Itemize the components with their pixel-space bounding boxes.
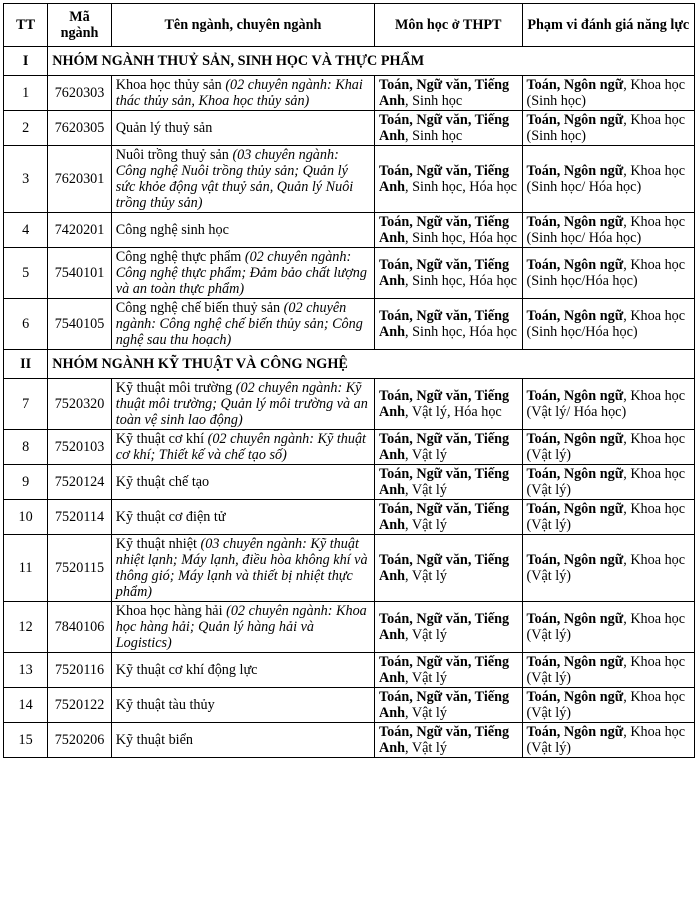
majors-table [3,3,695,758]
row-tt: 11 [4,535,48,602]
assessment-core: Toán, Ngôn ngữ [526,501,624,517]
assessment-core: Toán, Ngôn ngữ [526,163,624,179]
group-name: NHÓM NGÀNH THUỶ SẢN, SINH HỌC VÀ THỰC PHẨM [48,47,695,76]
subjects-extra: , Vật lý [405,740,447,756]
group-roman: I [4,47,48,76]
subjects-core: Toán, Ngữ văn, Tiếng Anh [379,654,510,686]
major-note: (02 chuyên ngành: Khai thác thủy sản, Khoa học thủy sản) [115,77,363,109]
table-row [4,535,695,602]
assessment-extra: , Khoa học (Sinh học/ Hóa học) [526,163,686,195]
row-pham-vi [522,111,694,146]
table-row [4,76,695,111]
row-mon-hoc [375,602,523,653]
major-name: Kỹ thuật môi trường [115,380,233,396]
row-tt: 12 [4,602,48,653]
row-ma-nganh: 7520114 [48,500,112,535]
assessment-extra: , Khoa học (Sinh học/Hóa học) [526,257,686,289]
table-row [4,653,695,688]
row-ten-nganh [111,500,374,535]
row-pham-vi [522,379,694,430]
row-ma-nganh: 7520116 [48,653,112,688]
table-row [4,248,695,299]
assessment-core: Toán, Ngôn ngữ [526,112,624,128]
table-row [4,213,695,248]
subjects-core: Toán, Ngữ văn, Tiếng Anh [379,611,510,643]
header-tt: TT [4,4,48,47]
row-mon-hoc [375,723,523,758]
table-row [4,723,695,758]
subjects-core: Toán, Ngữ văn, Tiếng Anh [379,257,510,289]
assessment-core: Toán, Ngôn ngữ [526,431,624,447]
row-ten-nganh [111,379,374,430]
subjects-core: Toán, Ngữ văn, Tiếng Anh [379,388,510,420]
table-row [4,299,695,350]
table-row [4,430,695,465]
subjects-extra: , Vật lý [405,482,447,498]
subjects-extra: , Vật lý [405,705,447,721]
row-pham-vi [522,535,694,602]
major-name: Kỹ thuật cơ điện tử [115,509,226,525]
row-ten-nganh [111,430,374,465]
major-note: (02 chuyên ngành: Khoa học hàng hải; Quản lý hàng hải và Logistics) [115,603,367,651]
row-mon-hoc [375,248,523,299]
row-pham-vi [522,500,694,535]
subjects-extra: , Vật lý [405,568,447,584]
row-pham-vi [522,213,694,248]
assessment-core: Toán, Ngôn ngữ [526,654,624,670]
row-tt: 8 [4,430,48,465]
assessment-extra: , Khoa học (Vật lý) [526,501,686,533]
row-mon-hoc [375,299,523,350]
row-pham-vi [522,723,694,758]
assessment-core: Toán, Ngôn ngữ [526,77,624,93]
row-mon-hoc [375,688,523,723]
group-row [4,350,695,379]
major-name: Quản lý thuỷ sản [115,120,213,136]
subjects-extra: , Sinh học, Hóa học [405,273,517,289]
major-name: Khoa học hàng hải [115,603,223,619]
subjects-extra: , Vật lý [405,447,447,463]
row-ma-nganh: 7620305 [48,111,112,146]
row-ma-nganh: 7540105 [48,299,112,350]
row-tt: 15 [4,723,48,758]
table-row [4,500,695,535]
major-name: Nuôi trồng thuỷ sản [115,147,229,163]
assessment-core: Toán, Ngôn ngữ [526,611,624,627]
assessment-extra: , Khoa học (Vật lý) [526,552,686,584]
row-ma-nganh: 7520320 [48,379,112,430]
subjects-core: Toán, Ngữ văn, Tiếng Anh [379,431,510,463]
group-row [4,47,695,76]
row-pham-vi [522,76,694,111]
row-pham-vi [522,146,694,213]
subjects-core: Toán, Ngữ văn, Tiếng Anh [379,112,510,144]
row-pham-vi [522,653,694,688]
assessment-extra: , Khoa học (Vật lý/ Hóa học) [526,388,686,420]
row-tt: 5 [4,248,48,299]
row-mon-hoc [375,500,523,535]
row-mon-hoc [375,146,523,213]
row-ten-nganh [111,535,374,602]
row-mon-hoc [375,430,523,465]
subjects-core: Toán, Ngữ văn, Tiếng Anh [379,689,510,721]
subjects-core: Toán, Ngữ văn, Tiếng Anh [379,552,510,584]
assessment-extra: , Khoa học (Sinh học/ Hóa học) [526,214,686,246]
assessment-extra: , Khoa học (Sinh học/Hóa học) [526,308,686,340]
row-pham-vi [522,688,694,723]
row-mon-hoc [375,76,523,111]
row-ma-nganh: 7420201 [48,213,112,248]
table-row [4,688,695,723]
subjects-extra: , Sinh học, Hóa học [405,230,517,246]
major-note: (02 chuyên ngành: Công nghệ chế biến thủy sản; Công nghệ sau thu hoạch) [115,300,363,348]
subjects-core: Toán, Ngữ văn, Tiếng Anh [379,466,510,498]
row-ten-nganh [111,465,374,500]
subjects-core: Toán, Ngữ văn, Tiếng Anh [379,214,510,246]
assessment-extra: , Khoa học (Vật lý) [526,431,686,463]
row-pham-vi [522,465,694,500]
major-name: Kỹ thuật nhiệt [115,536,197,552]
subjects-extra: , Sinh học [405,93,463,109]
row-ma-nganh: 7620301 [48,146,112,213]
subjects-extra: , Vật lý [405,670,447,686]
row-ma-nganh: 7840106 [48,602,112,653]
assessment-extra: , Khoa học (Sinh học) [526,77,686,109]
table-row [4,379,695,430]
row-tt: 6 [4,299,48,350]
table-row [4,146,695,213]
row-tt: 1 [4,76,48,111]
row-ten-nganh [111,602,374,653]
assessment-extra: , Khoa học (Vật lý) [526,611,686,643]
row-ten-nganh [111,723,374,758]
assessment-core: Toán, Ngôn ngữ [526,257,624,273]
major-note: (02 chuyên ngành: Kỹ thuật cơ khí; Thiết kế và chế tạo số) [115,431,366,463]
major-note: (03 chuyên ngành: Kỹ thuật nhiệt lạnh; Máy lạnh, điều hòa không khí và thông gió; Máy lạnh và thiết bị nhiệt thực phẩm) [115,536,368,600]
table-body [4,47,695,758]
assessment-extra: , Khoa học (Vật lý) [526,724,686,756]
row-ten-nganh [111,248,374,299]
row-ten-nganh [111,213,374,248]
row-ma-nganh: 7540101 [48,248,112,299]
major-note: (03 chuyên ngành: Công nghệ Nuôi trồng thủy sản; Quản lý sức khỏe động vật thuỷ sản, Quản lý Nuôi trồng thủy sản) [115,147,354,211]
header-ma-nganh: Mã ngành [48,4,112,47]
row-tt: 14 [4,688,48,723]
major-name: Kỹ thuật cơ khí [115,431,205,447]
table-row [4,111,695,146]
major-name: Kỹ thuật cơ khí động lực [115,662,258,678]
row-tt: 2 [4,111,48,146]
row-mon-hoc [375,535,523,602]
assessment-core: Toán, Ngôn ngữ [526,388,624,404]
major-name: Công nghệ sinh học [115,222,229,238]
row-ma-nganh: 7620303 [48,76,112,111]
row-ten-nganh [111,76,374,111]
major-note: (02 chuyên ngành: Kỹ thuật môi trường; Quản lý môi trường và an toàn vệ sinh lao động) [115,380,368,428]
assessment-extra: , Khoa học (Vật lý) [526,466,686,498]
subjects-extra: , Sinh học [405,128,463,144]
assessment-extra: , Khoa học (Vật lý) [526,654,686,686]
major-name: Kỹ thuật biển [115,732,194,748]
assessment-core: Toán, Ngôn ngữ [526,552,624,568]
row-mon-hoc [375,379,523,430]
subjects-core: Toán, Ngữ văn, Tiếng Anh [379,77,510,109]
major-name: Công nghệ chế biến thuỷ sản [115,300,281,316]
row-mon-hoc [375,213,523,248]
major-name: Kỹ thuật tàu thủy [115,697,215,713]
assessment-core: Toán, Ngôn ngữ [526,689,624,705]
subjects-core: Toán, Ngữ văn, Tiếng Anh [379,163,510,195]
major-name: Khoa học thủy sản [115,77,222,93]
row-ma-nganh: 7520115 [48,535,112,602]
row-ma-nganh: 7520206 [48,723,112,758]
major-name: Công nghệ thực phẩm [115,249,242,265]
assessment-extra: , Khoa học (Vật lý) [526,689,686,721]
row-ma-nganh: 7520122 [48,688,112,723]
row-pham-vi [522,430,694,465]
row-ten-nganh [111,688,374,723]
subjects-core: Toán, Ngữ văn, Tiếng Anh [379,501,510,533]
assessment-core: Toán, Ngôn ngữ [526,308,624,324]
row-pham-vi [522,299,694,350]
row-tt: 9 [4,465,48,500]
table-header-row [4,4,695,47]
assessment-core: Toán, Ngôn ngữ [526,724,624,740]
row-ten-nganh [111,146,374,213]
subjects-extra: , Vật lý, Hóa học [405,404,502,420]
assessment-core: Toán, Ngôn ngữ [526,466,624,482]
table-row [4,465,695,500]
row-ten-nganh [111,111,374,146]
row-ten-nganh [111,653,374,688]
row-ma-nganh: 7520103 [48,430,112,465]
assessment-core: Toán, Ngôn ngữ [526,214,624,230]
table-row [4,602,695,653]
row-pham-vi [522,602,694,653]
subjects-extra: , Sinh học, Hóa học [405,179,517,195]
major-name: Kỹ thuật chế tạo [115,474,210,490]
header-pham-vi: Phạm vi đánh giá năng lực [522,4,694,47]
row-mon-hoc [375,653,523,688]
row-mon-hoc [375,465,523,500]
row-tt: 7 [4,379,48,430]
row-tt: 13 [4,653,48,688]
subjects-extra: , Vật lý [405,517,447,533]
subjects-core: Toán, Ngữ văn, Tiếng Anh [379,308,510,340]
row-ten-nganh [111,299,374,350]
subjects-extra: , Sinh học, Hóa học [405,324,517,340]
row-tt: 10 [4,500,48,535]
row-mon-hoc [375,111,523,146]
assessment-extra: , Khoa học (Sinh học) [526,112,686,144]
major-note: (02 chuyên ngành: Công nghệ thực phẩm; Đảm bảo chất lượng và an toàn thực phẩm) [115,249,367,297]
row-pham-vi [522,248,694,299]
header-ten-nganh: Tên ngành, chuyên ngành [111,4,374,47]
subjects-extra: , Vật lý [405,627,447,643]
subjects-core: Toán, Ngữ văn, Tiếng Anh [379,724,510,756]
group-name: NHÓM NGÀNH KỸ THUẬT VÀ CÔNG NGHỆ [48,350,695,379]
group-roman: II [4,350,48,379]
row-tt: 4 [4,213,48,248]
row-ma-nganh: 7520124 [48,465,112,500]
row-tt: 3 [4,146,48,213]
header-mon-hoc: Môn học ở THPT [375,4,523,47]
